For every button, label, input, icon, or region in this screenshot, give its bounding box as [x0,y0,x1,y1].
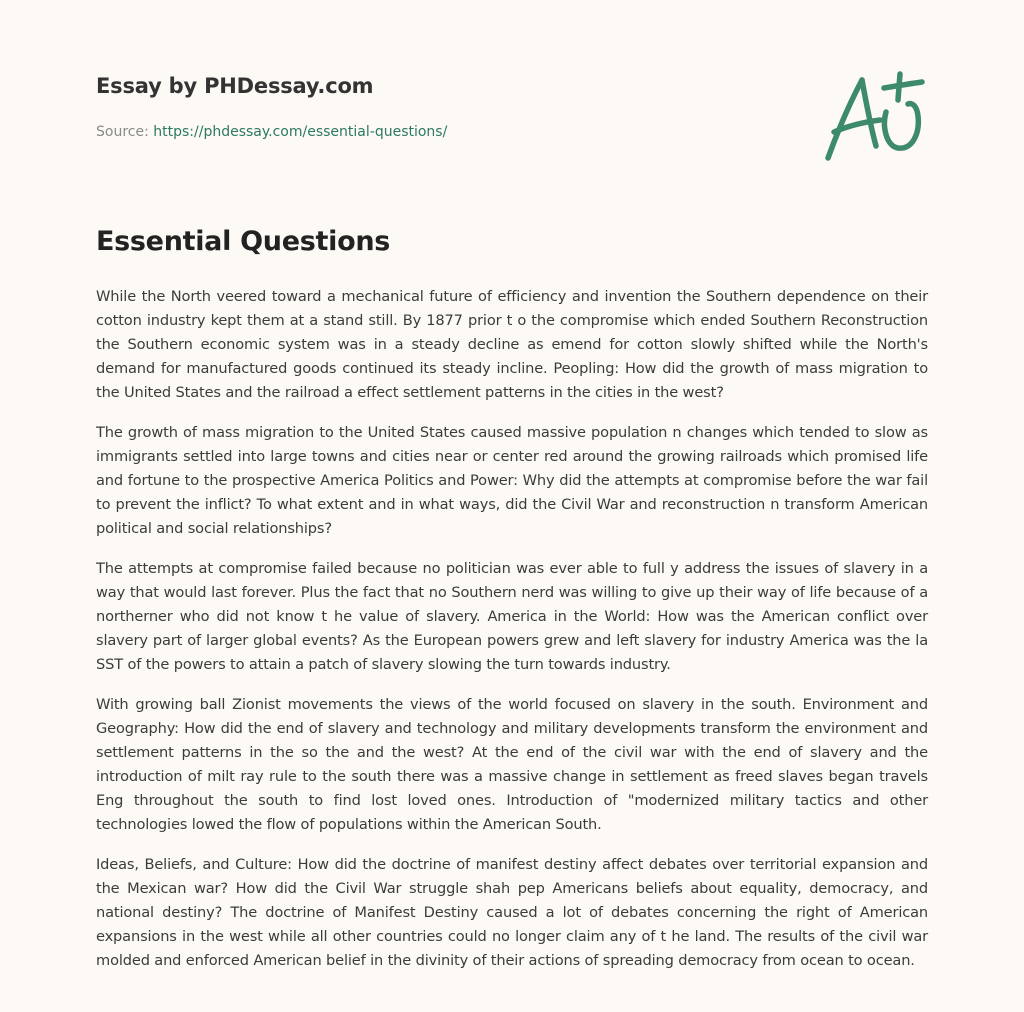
source-label: Source: [96,124,149,140]
essay-paragraph-2: The growth of mass migration to the United States caused massive population n changes which tended to slow as immigrants settled into large towns and cities near or center red around the growing railroads which promised life and fortune to the prospective America Politics and Power: Why did the attempts at compromise before the war fail to prevent the inflict? To what extent and in what ways, did the Civil War and reconstruction n transform American political and social relationships? [96,424,928,537]
essay-paragraph-3: The attempts at compromise failed because no politician was ever able to full y address the issues of slavery in a way that would last forever. Plus the fact that no Southern nerd was willing to give up their way of life because of a northerner who did not know t he value of slavery. America in the World: How was the American conflict over slavery part of larger global events? As the European powers grew and left slavery for industry America was the la SST of the powers to attain a patch of slavery slowing the turn towards industry. [96,560,928,673]
source-link[interactable]: https://phdessay.com/essential-questions/ [153,124,448,140]
essay-title: Essential Questions [96,226,391,257]
page-header [96,0,928,200]
essay-paragraph-5: Ideas, Beliefs, and Culture: How did the doctrine of manifest destiny affect debates over territorial expansion and the Mexican war? How did the Civil War struggle shah pep Americans beliefs about equality, democracy, and national destiny? The doctrine of Manifest Destiny caused a lot of debates concerning the right of American expansions in the west while all other countries could no longer claim any of t he land. The results of the civil war molded and enforced American belief in the divinity of their actions of spreading democracy from ocean to ocean. [96,856,928,969]
essay-body [96,285,928,989]
brand-title: Essay by PHDessay.com [96,74,374,98]
source-line [96,124,447,140]
essay-paragraph-1: While the North veered toward a mechanical future of efficiency and invention the Southern dependence on their cotton industry kept them at a stand still. By 1877 prior t o the compromise which ended Southern Reconstruction the Southern economic system was in a steady decline as emend for cotton slowly shifted while the North's demand for manufactured goods continued its steady incline. Peopling: How did the growth of mass migration to the United States and the railroad a effect settlement patterns in the cities in the west? [96,288,928,401]
essay-page [96,0,928,969]
a-plus-logo-icon [822,66,928,166]
essay-paragraph-4: With growing ball Zionist movements the views of the world focused on slavery in the south. Environment and Geography: How did the end of slavery and technology and military developments transform the environment and settlement patterns in the so the and the west? At the end of the civil war with the end of slavery and the introduction of milt ray rule to the south there was a massive change in settlement as freed slaves began travels Eng throughout the south to find lost loved ones. Introduction of "modernized military tactics and other technologies lowed the flow of populations within the American South. [96,696,928,833]
